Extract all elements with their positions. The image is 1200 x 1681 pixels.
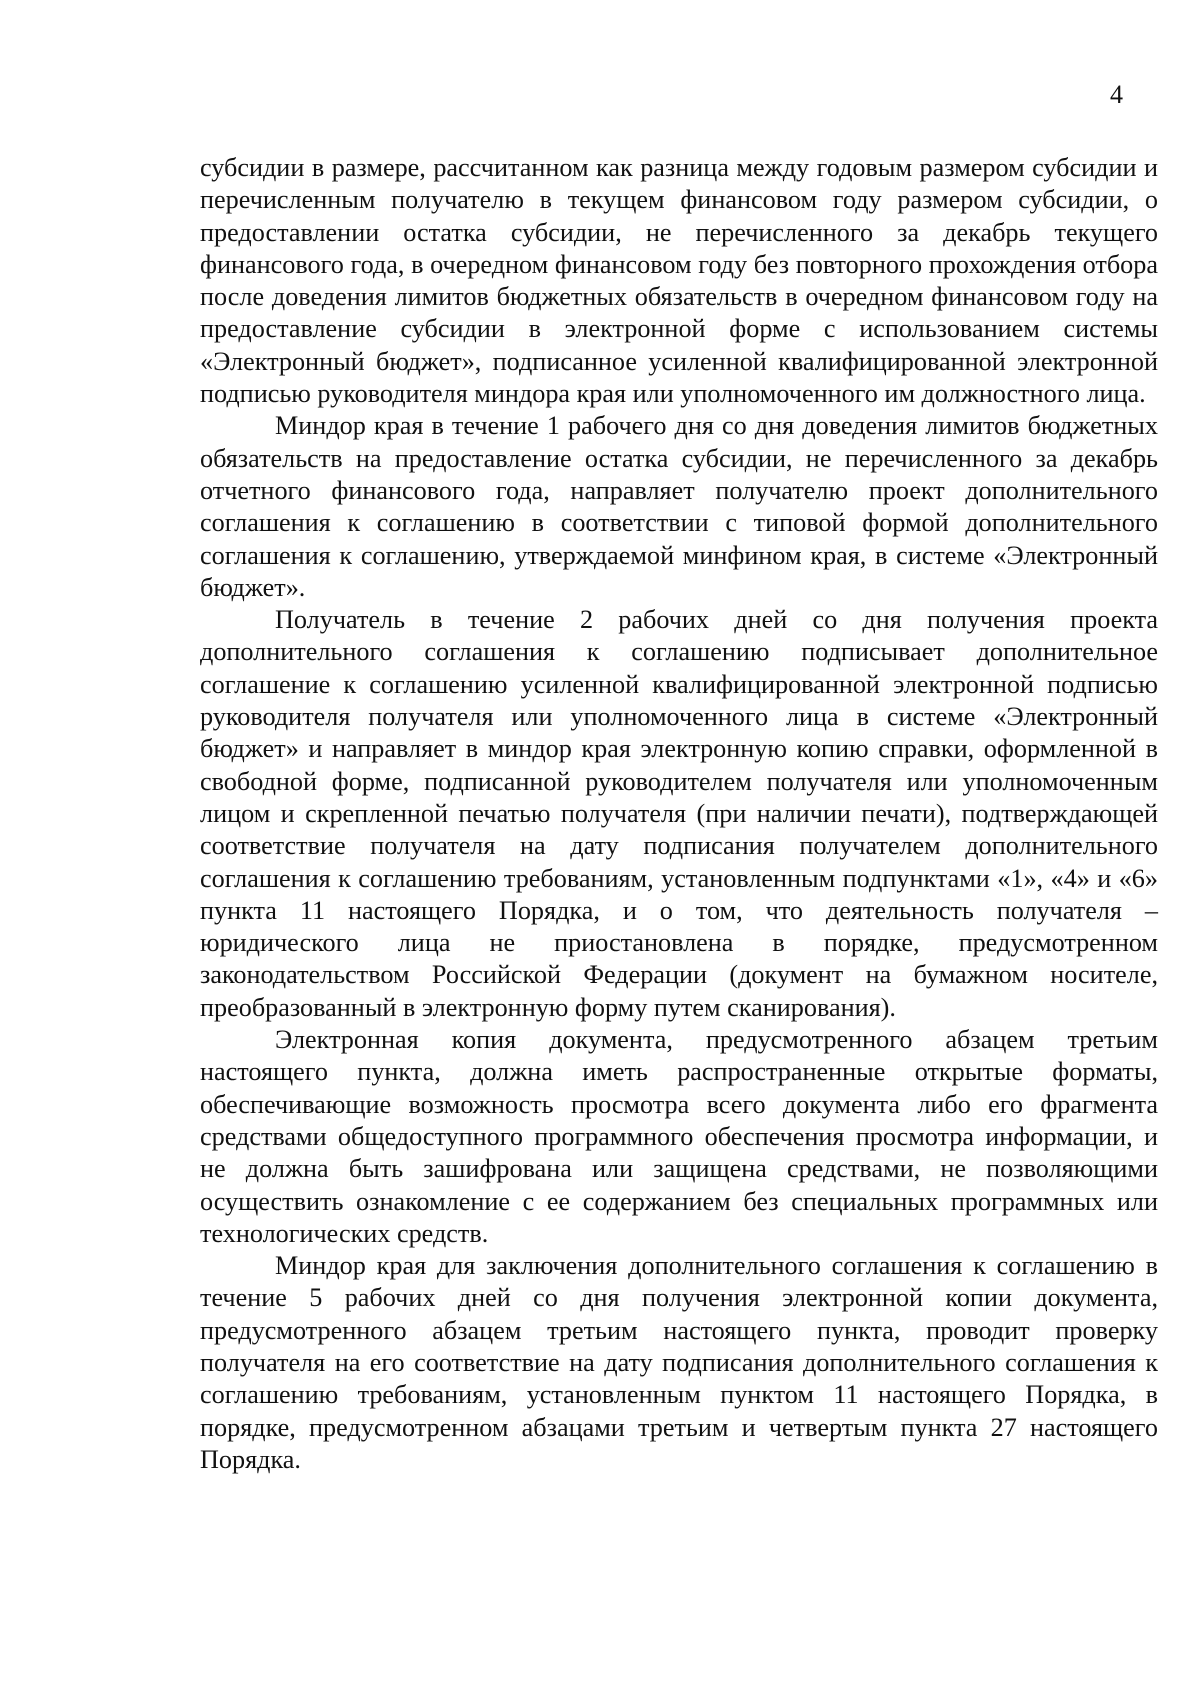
paragraph-4: Электронная копия документа, предусмотренного абзацем третьим настоящего пункта, должна иметь распространенные открытые форматы, обеспечивающие возможность просмотра всего документа либо его фрагмента средствами общедоступного программного обеспечения просмотра информации, и не должна быть зашифрована или защищена средствами, не позволяющими осуществить ознакомление с ее содержанием без специальных программных или технологических средств.: [200, 1025, 1158, 1248]
paragraph-3: Получатель в течение 2 рабочих дней со дня получения проекта дополнительного соглашения к соглашению подписывает дополнительное соглашение к соглашению усиленной квалифицированной электронной подписью руководителя получателя или уполномоченного лица в системе «Электронный бюджет» и направляет в миндор края электронную копию справки, оформленной в свободной форме, подписанной руководителем получателя или уполномоченным лицом и скрепленной печатью получателя (при наличии печати), подтверждающей соответствие получателя на дату подписания получателем дополнительного соглашения к соглашению требованиям, установленным подпунктами «1», «4» и «6» пункта 11 настоящего Порядка, и о том, что деятельность получателя – юридического лица не приостановлена в порядке, предусмотренном законодательством Российской Федерации (документ на бумажном носителе, преобразованный в электронную форму путем сканирования).: [200, 605, 1158, 1022]
page-number: 4: [1110, 80, 1123, 109]
document-body: [200, 152, 1158, 1476]
paragraph-1: субсидии в размере, рассчитанном как разница между годовым размером субсидии и перечисленным получателю в текущем финансовом году размером субсидии, о предоставлении остатка субсидии, не перечисленного за декабрь текущего финансового года, в очередном финансовом году без повторного прохождения отбора после доведения лимитов бюджетных обязательств в очередном финансовом году на предоставление субсидии в электронной форме с использованием системы «Электронный бюджет», подписанное усиленной квалифицированной электронной подписью руководителя миндора края или уполномоченного им должностного лица.: [200, 153, 1158, 409]
paragraph-2: Миндор края в течение 1 рабочего дня со дня доведения лимитов бюджетных обязательств на предоставление остатка субсидии, не перечисленного за декабрь отчетного финансового года, направляет получателю проект дополнительного соглашения к соглашению в соответствии с типовой формой дополнительного соглашения к соглашению, утверждаемой минфином края, в системе «Электронный бюджет».: [200, 411, 1158, 602]
paragraph-5: Миндор края для заключения дополнительного соглашения к соглашению в течение 5 рабочих дней со дня получения электронной копии документа, предусмотренного абзацем третьим настоящего пункта, проводит проверку получателя на его соответствие на дату подписания дополнительного соглашения к соглашению требованиям, установленным пунктом 11 настоящего Порядка, в порядке, предусмотренном абзацами третьим и четвертым пункта 27 настоящего Порядка.: [200, 1251, 1158, 1474]
